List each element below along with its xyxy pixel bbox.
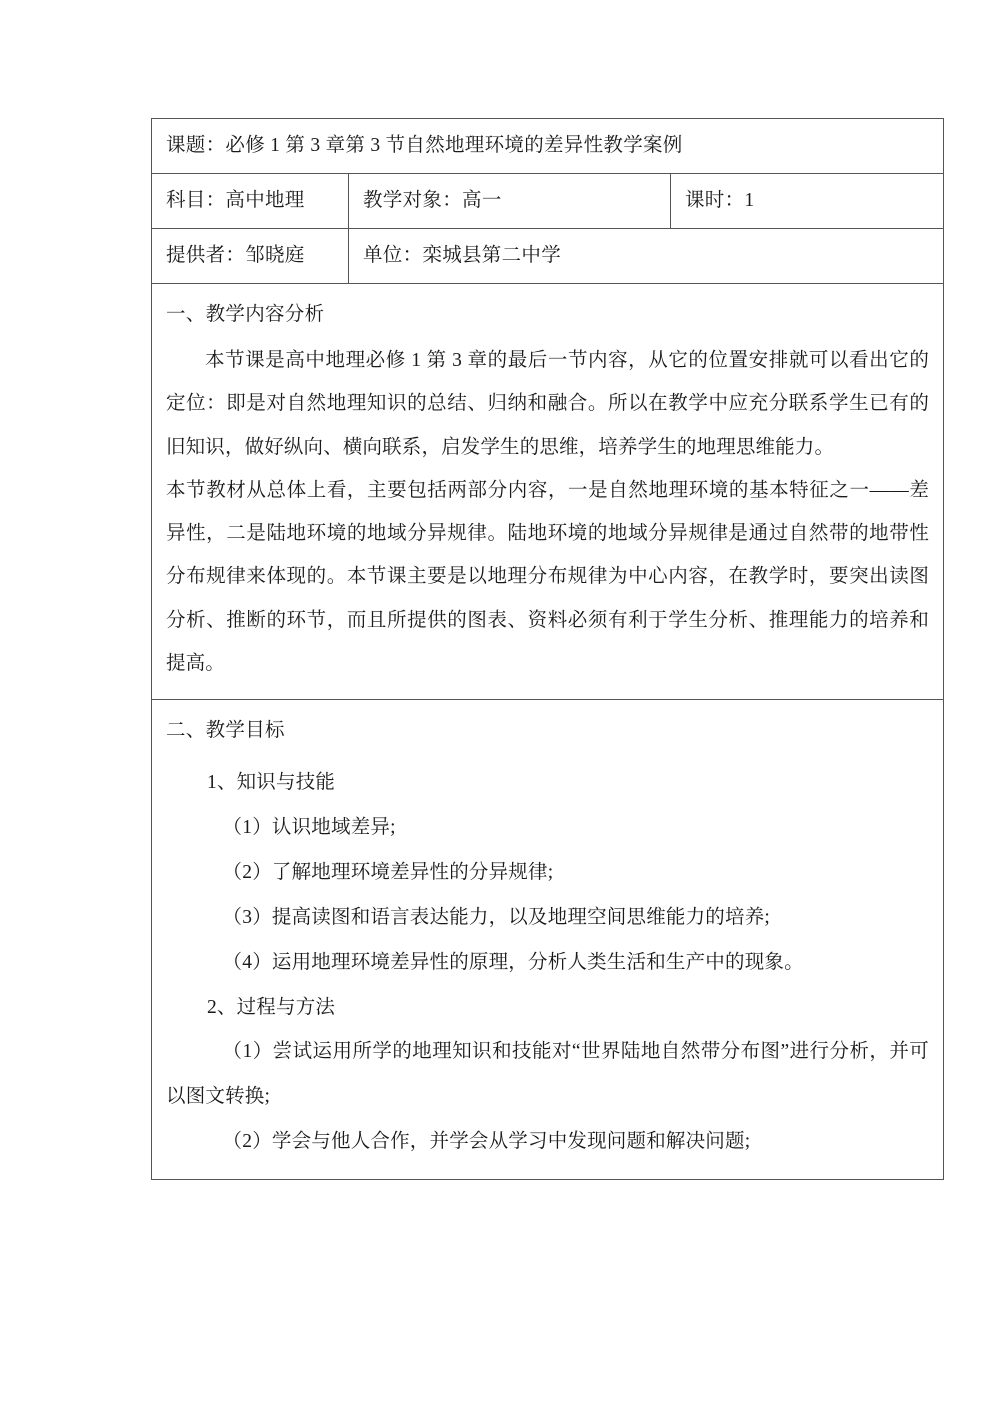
periods-text: [685, 189, 943, 212]
table-row-content-analysis: [152, 284, 944, 700]
objective-item-2-1: （1）尝试运用所学的地理知识和技能对“世界陆地自然带分布图”进行分析，并可以图文转换;: [166, 1041, 929, 1108]
cell-provider: [152, 229, 349, 284]
section-heading-teaching-objectives: 二、教学目标: [166, 720, 285, 742]
content-analysis-paragraph-1: 本节课是高中地理必修 1 第 3 章的最后一节内容，从它的位置安排就可以看出它的定位：即是对自然地理知识的总结、归纳和融合。所以在教学中应充分联系学生已有的旧知识，做好纵向、横向联系，启发学生的思维，培养学生的地理思维能力。: [166, 350, 929, 458]
subject-label: 科目：: [166, 190, 226, 212]
objective-group-title-1: 1、知识与技能: [206, 772, 336, 794]
cell-subject: [152, 174, 349, 229]
subject-text: [166, 189, 348, 212]
subject-value: 高中地理: [225, 190, 305, 212]
objective-group-title-2: 2、过程与方法: [206, 996, 336, 1018]
topic-label: 课题：: [166, 135, 226, 157]
objective-item-1-1: （1）认识地域差异;: [222, 817, 396, 839]
table-row-provider: [152, 229, 944, 284]
provider-label: 提供者：: [166, 245, 246, 267]
cell-teaching-objectives: [152, 700, 944, 1180]
organization-label: 单位：: [363, 245, 423, 267]
content-analysis-paragraph-2: 本节教材从总体上看，主要包括两部分内容，一是自然地理环境的基本特征之一——差异性，二是陆地环境的地域分异规律。陆地环境的地域分异规律是通过自然带的地带性分布规律来体现的。本节课主要是以地理分布规律为中心内容，在教学时，要突出读图分析、推断的环节，而且所提供的图表、资料必须有利于学生分析、推理能力的培养和提高。: [166, 479, 929, 675]
topic-value: 必修 1 第 3 章第 3 节自然地理环境的差异性教学案例: [225, 135, 683, 157]
cell-topic: [152, 119, 944, 174]
audience-text: [363, 189, 670, 212]
objective-item-2-2: （2）学会与他人合作，并学会从学习中发现问题和解决问题;: [222, 1131, 751, 1153]
topic-text: [166, 134, 943, 157]
lesson-plan-table: [151, 118, 944, 1180]
table-row-teaching-objectives: [152, 700, 944, 1180]
objective-item-1-4: （4）运用地理环境差异性的原理，分析人类生活和生产中的现象。: [222, 951, 804, 973]
organization-text: [363, 244, 943, 267]
section-heading-content-analysis: 一、教学内容分析: [166, 304, 325, 325]
provider-text: [166, 244, 348, 267]
audience-value: 高一: [462, 190, 502, 212]
provider-value: 邹晓庭: [245, 245, 305, 267]
cell-organization: [349, 229, 944, 284]
table-row-topic: [152, 119, 944, 174]
document-page: [151, 118, 943, 1180]
audience-label: 教学对象：: [363, 190, 463, 212]
organization-value: 栾城县第二中学: [422, 245, 562, 267]
table-row-meta: [152, 174, 944, 229]
periods-label: 课时：: [685, 190, 745, 212]
cell-content-analysis: [152, 284, 944, 700]
objective-item-1-3: （3）提高读图和语言表达能力，以及地理空间思维能力的培养;: [222, 906, 771, 928]
cell-periods: [671, 174, 944, 229]
periods-value: 1: [744, 190, 755, 212]
cell-audience: [349, 174, 671, 229]
objective-item-1-2: （2）了解地理环境差异性的分异规律;: [222, 862, 554, 884]
